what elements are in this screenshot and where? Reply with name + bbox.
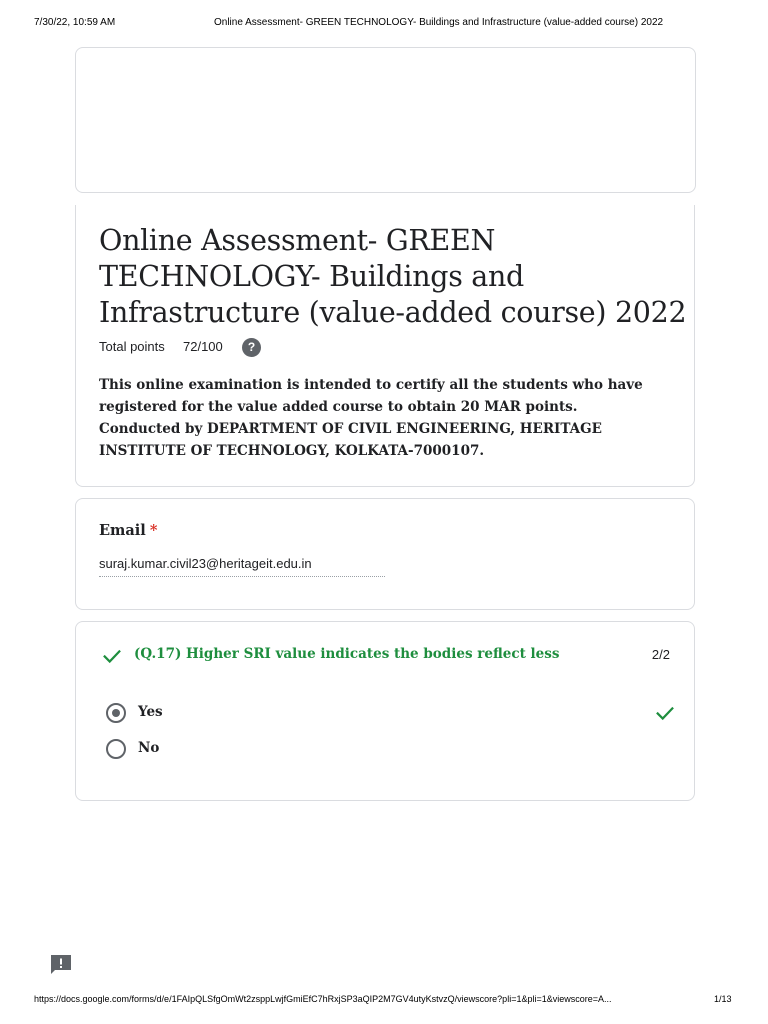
option-yes[interactable] — [106, 702, 676, 724]
print-date: 7/30/22, 10:59 AM — [34, 17, 116, 28]
email-card — [75, 498, 695, 610]
total-points-value: 72/100 — [183, 339, 223, 354]
help-icon[interactable]: ? — [242, 338, 261, 357]
required-asterisk: * — [149, 522, 158, 539]
description-line: Conducted by DEPARTMENT OF CIVIL ENGINEERING, HERITAGE INSTITUTE OF TECHNOLOGY, KOLKATA-7000107. — [99, 421, 602, 459]
email-field[interactable]: suraj.kumar.civil23@heritageit.edu.in — [99, 556, 385, 577]
form-description — [99, 374, 674, 462]
total-points-label: Total points — [99, 339, 165, 354]
question-score: 2/2 — [651, 647, 670, 662]
checkmark-icon — [101, 645, 123, 667]
feedback-icon[interactable] — [49, 954, 73, 976]
print-url: https://docs.google.com/forms/d/e/1FAIpQLSfgOmWt2zsppLwjfGmiEfC7hRxjSP3aQIP2M7GV4utyKstvzQ/viewscore?pli=1&pli=1&viewscore=A... — [34, 994, 612, 1004]
print-document-title: Online Assessment- GREEN TECHNOLOGY- Buildings and Infrastructure (value-added course) 2022 — [214, 17, 664, 28]
radio-button[interactable] — [106, 703, 126, 723]
radio-button[interactable] — [106, 739, 126, 759]
email-label — [99, 522, 157, 539]
question-text: (Q.17) Higher SRI value indicates the bodies reflect less — [134, 646, 560, 662]
print-footer — [0, 994, 768, 1008]
option-label: Yes — [138, 704, 163, 720]
form-title-card — [75, 205, 695, 487]
question-card — [75, 621, 695, 801]
form-title: Online Assessment- GREEN TECHNOLOGY- Buildings and Infrastructure (value-added course) 2022 — [99, 224, 687, 329]
description-line: This online examination is intended to certify all the students who have registered for the value added course to obtain 20 MAR points. — [99, 377, 643, 415]
correct-answer-checkmark-icon — [654, 702, 676, 724]
option-label: No — [138, 740, 160, 756]
page-number: 1/13 — [714, 994, 732, 1004]
option-no[interactable] — [106, 738, 676, 760]
header-banner-card — [75, 47, 696, 193]
radio-selected-dot — [112, 709, 120, 717]
email-label-text: Email — [99, 522, 146, 539]
print-header — [0, 17, 768, 31]
